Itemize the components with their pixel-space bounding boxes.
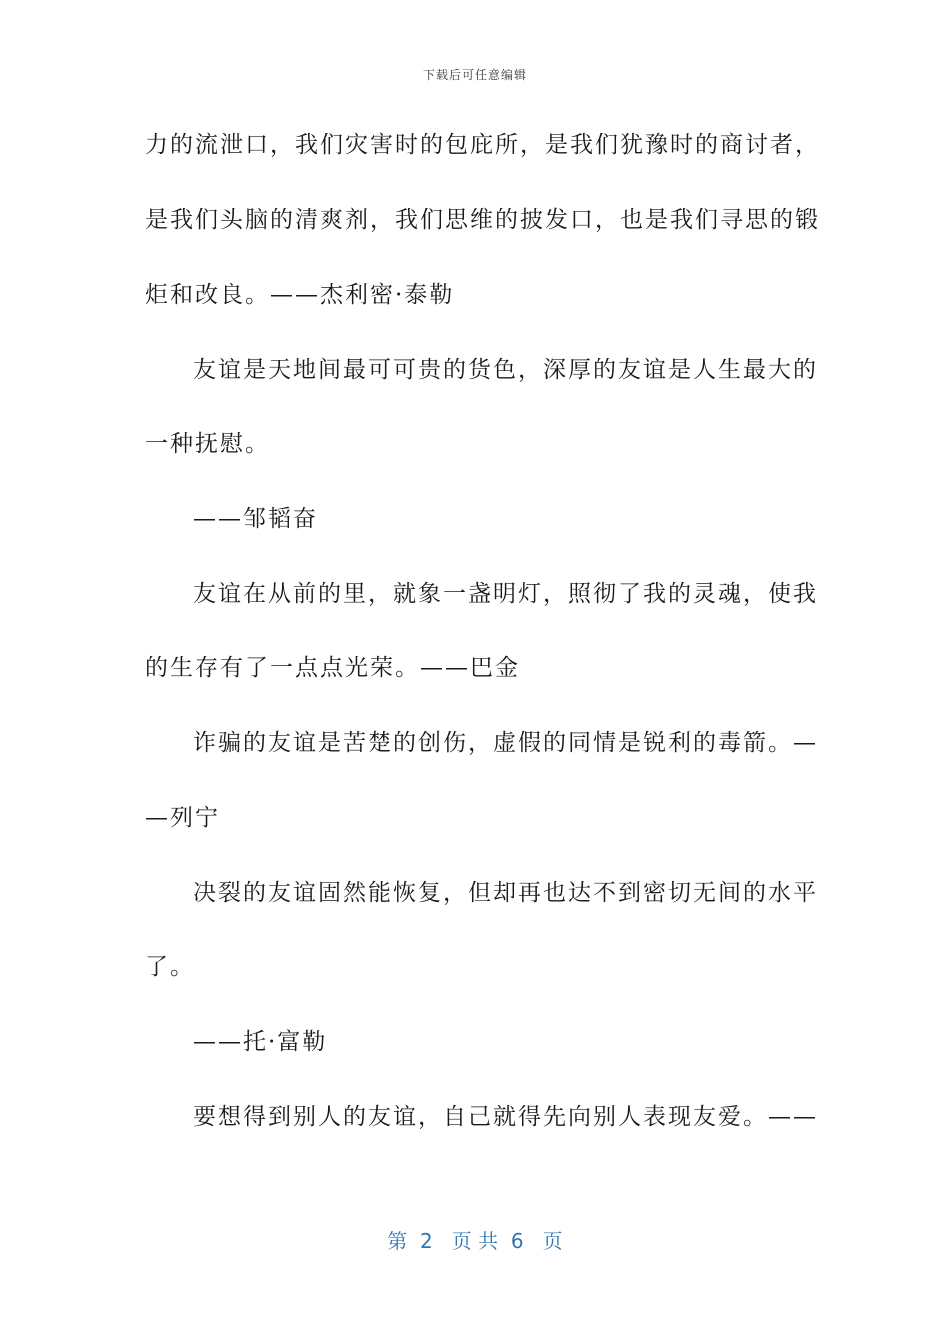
page-number-footer: 第 2 页 共 6 页 xyxy=(387,1229,563,1253)
text-line: 力的流泄口，我们灾害时的包庇所，是我们犹豫时的商讨者， xyxy=(145,132,820,158)
text-line: —列宁 xyxy=(145,805,220,831)
text-line: 要想得到别人的友谊，自己就得先向别人表现友爱。—— xyxy=(193,1104,818,1130)
text-line: 决裂的友谊固然能恢复，但却再也达不到密切无间的水平 xyxy=(193,880,818,906)
text-line: 诈骗的友谊是苦楚的创伤，虚假的同情是锐利的毒箭。— xyxy=(193,730,818,756)
text-line: ——托·富勒 xyxy=(193,1029,328,1055)
text-line: 友谊在从前的里，就象一盏明灯，照彻了我的灵魂，使我 xyxy=(193,581,818,607)
text-line: 的生存有了一点点光荣。——巴金 xyxy=(145,655,520,681)
text-line: 炬和改良。——杰利密·泰勒 xyxy=(145,282,455,308)
text-line: ——邹韬奋 xyxy=(193,506,318,532)
text-line: 是我们头脑的清爽剂，我们思维的披发口，也是我们寻思的锻 xyxy=(145,207,820,233)
text-line: 一种抚慰。 xyxy=(145,431,270,457)
text-line: 友谊是天地间最可可贵的货色，深厚的友谊是人生最大的 xyxy=(193,357,818,383)
header-note: 下载后可任意编辑 xyxy=(422,68,527,82)
text-line: 了。 xyxy=(145,954,195,980)
